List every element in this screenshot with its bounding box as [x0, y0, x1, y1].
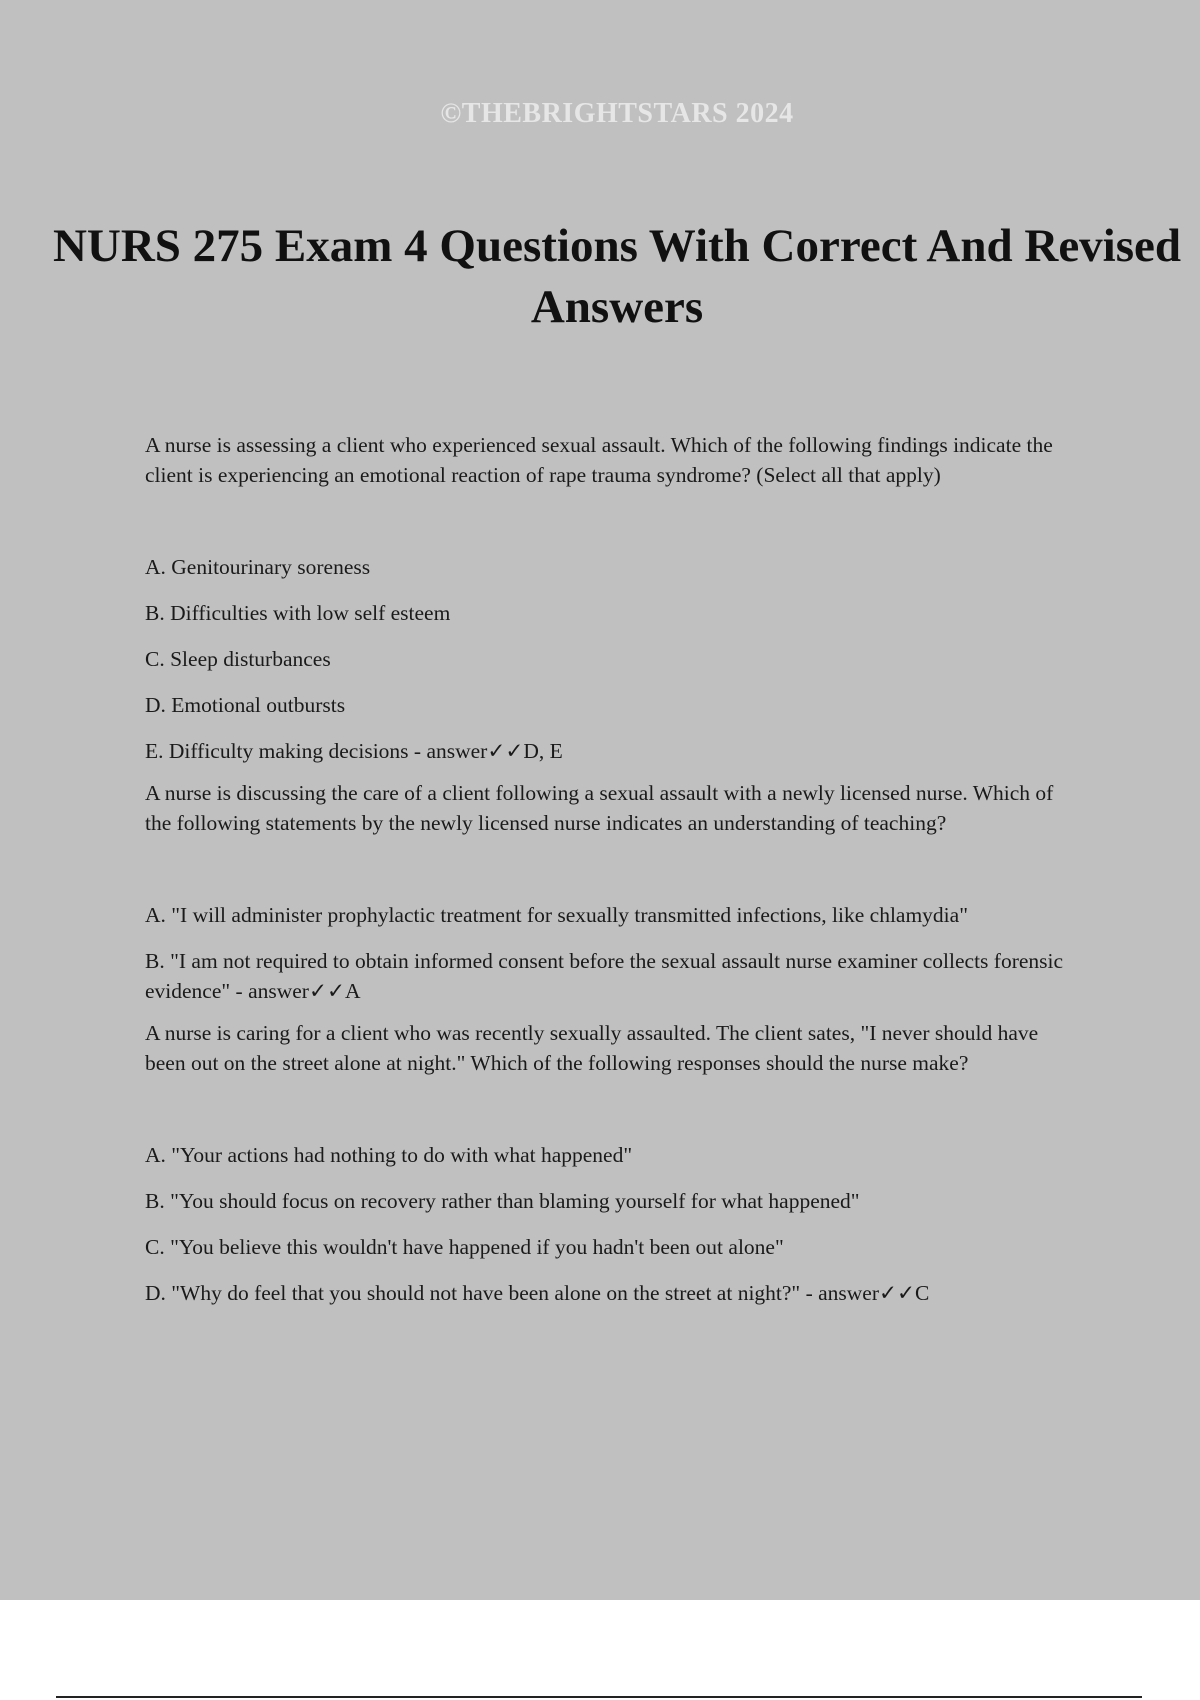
question-block [145, 430, 1075, 766]
question-block [145, 778, 1075, 1006]
document-content [145, 430, 1075, 1320]
question-block [145, 1018, 1075, 1308]
option-list [145, 1140, 1075, 1308]
footer-divider [56, 1696, 1142, 1698]
document-title: NURS 275 Exam 4 Questions With Correct And Revised Answers [52, 220, 1182, 333]
option-item: B. "You should focus on recovery rather than blaming yourself for what happened" [145, 1189, 860, 1213]
question-prompt: A nurse is caring for a client who was recently sexually assaulted. The client sates, "I never should have been out on the street alone at night." Which of the following responses should the nurse make? [145, 1021, 1039, 1075]
option-item: D. Emotional outbursts [145, 693, 346, 717]
option-item: C. "You believe this wouldn't have happened if you hadn't been out alone" [145, 1235, 784, 1259]
option-item: A. Genitourinary soreness [145, 555, 371, 579]
option-item-answer: D. "Why do feel that you should not have been alone on the street at night?" - answer✓✓C [145, 1281, 930, 1305]
question-prompt: A nurse is assessing a client who experienced sexual assault. Which of the following findings indicate the client is experiencing an emotional reaction of rape trauma syndrome? (Select all that apply) [145, 433, 1053, 487]
option-item: C. Sleep disturbances [145, 647, 331, 671]
option-item: B. Difficulties with low self esteem [145, 601, 451, 625]
option-item-answer: B. "I am not required to obtain informed consent before the sexual assault nurse examiner collects forensic evidence" - answer✓✓A [145, 949, 1064, 1003]
option-list [145, 552, 1075, 766]
option-list [145, 900, 1075, 1006]
option-item: A. "Your actions had nothing to do with what happened" [145, 1143, 633, 1167]
question-prompt: A nurse is discussing the care of a client following a sexual assault with a newly licensed nurse. Which of the following statements by the newly licensed nurse indicates an understanding of teaching? [145, 781, 1054, 835]
watermark: ©THEBRIGHTSTARS 2024 [440, 98, 794, 129]
option-item: A. "I will administer prophylactic treatment for sexually transmitted infections, like chlamydia" [145, 903, 968, 927]
option-item-answer: E. Difficulty making decisions - answer✓✓D, E [145, 739, 563, 763]
